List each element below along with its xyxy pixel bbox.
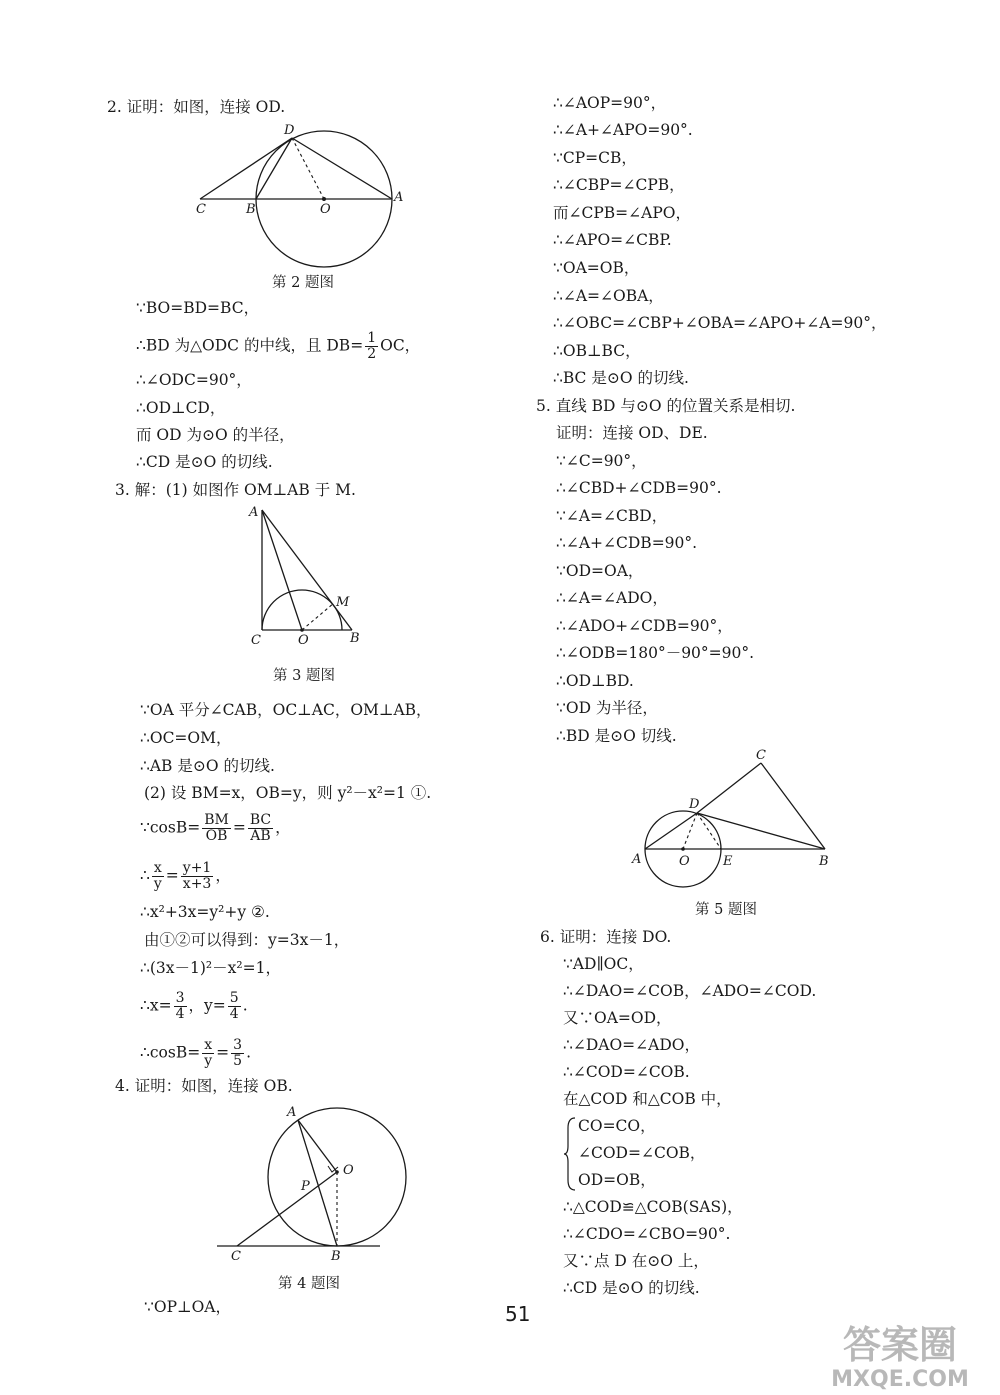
fig5-label-c: C (756, 748, 766, 763)
figure-2-caption: 第 2 题图 (272, 275, 334, 291)
p6-line-10: 又∵点 D 在⊙O 上， (563, 1252, 709, 1270)
p2-line-4: ∴∠ODC=90°， (136, 371, 252, 389)
p6-sys-line-3: OD=OB， (578, 1171, 656, 1189)
p6-sys-line-1: CO=CO， (578, 1117, 656, 1135)
fig2-label-b: B (246, 202, 256, 217)
fig2-label-a: A (394, 190, 404, 205)
p5-line-9: ∴∠ADO+∠CDB=90°， (556, 617, 733, 635)
p6-line-2: ∵AD∥OC， (563, 955, 644, 973)
system-brace (563, 1116, 577, 1192)
p4-cont-line-4: ∴∠CBP=∠CPB， (553, 176, 685, 194)
p4-cont-line-2: ∴∠A+∠APO=90°. (553, 121, 693, 139)
figure-2-diagram (190, 115, 410, 270)
figure-4-diagram (215, 1100, 385, 1268)
page-number: 51 (505, 1302, 531, 1326)
p6-line-4: 又∵OA=OD， (563, 1009, 672, 1027)
figure-3-caption: 第 3 题图 (273, 668, 335, 684)
p5-line-8: ∴∠A=∠ADO， (556, 589, 668, 607)
p6-line-11: ∴CD 是⊙O 的切线. (563, 1279, 700, 1297)
fig2-label-c: C (196, 202, 206, 217)
fig4-label-b: B (331, 1249, 341, 1264)
p5-line-13: ∴BD 是⊙O 切线. (556, 727, 677, 745)
p3-line-7: ∴ $\frac{x}{y}$ = $\frac{y+1}{x+3}$ ， (140, 860, 231, 892)
fig5-label-d: D (689, 797, 700, 812)
figure-3-diagram (240, 500, 370, 648)
p6-line-9: ∴∠CDO=∠CBO=90°. (563, 1225, 731, 1243)
p5-line-3: ∵∠C=90°， (556, 452, 647, 470)
p5-line-7: ∵OD=OA， (556, 562, 644, 580)
fig5-label-a: A (632, 852, 642, 867)
p5-line-6: ∴∠A+∠CDB=90°. (556, 534, 698, 552)
fig3-label-o: O (298, 633, 309, 648)
p3-line-1: 3. 解：(1) 如图作 OM⊥AB 于 M. (115, 481, 356, 499)
p5-line-2: 证明：连接 OD、DE. (556, 424, 708, 442)
watermark-logo (808, 1320, 993, 1392)
figure-5-diagram (625, 745, 840, 890)
p4-line-2: ∵OP⊥OA， (144, 1298, 231, 1316)
p5-line-4: ∴∠CBD+∠CDB=90°. (556, 479, 722, 497)
p5-line-12: ∵OD 为半径， (556, 699, 658, 717)
p4-line-1: 4. 证明：如图，连接 OB. (115, 1077, 293, 1095)
p2-line-2: ∵BO=BD=BC， (136, 299, 260, 317)
p2-line-5: ∴OD⊥CD， (136, 399, 226, 417)
p5-line-5: ∵∠A=∠CBD， (556, 507, 668, 525)
p3-line-6: ∵cosB= $\frac{BM}{OB}$ = $\frac{BC}{AB}$ ， (140, 812, 291, 844)
p6-sys-line-2: ∠COD=∠COB， (578, 1144, 706, 1162)
fig5-label-b: B (819, 854, 829, 869)
p6-line-6: ∴∠COD=∠COB. (563, 1063, 690, 1081)
figure-5-caption: 第 5 题图 (695, 902, 757, 918)
p5-line-1: 5. 直线 BD 与⊙O 的位置关系是相切. (536, 397, 796, 415)
fig4-label-c: C (231, 1249, 241, 1264)
fig2-label-o: O (320, 202, 331, 217)
p3-line-9: 由①②可以得到：y=3x－1， (144, 931, 350, 949)
p4-cont-line-6: ∴∠APO=∠CBP. (553, 231, 672, 249)
p4-cont-line-3: ∵CP=CB， (553, 149, 637, 167)
svg-text:答案圈: 答案圈 (842, 1323, 958, 1367)
p2-line-1: 2. 证明：如图，连接 OD. (107, 98, 286, 116)
p2-line-7: ∴CD 是⊙O 的切线. (136, 453, 273, 471)
p2-line-3: ∴BD 为△ODC 的中线，且 DB= $\frac{1}{2}$ OC， (136, 330, 421, 362)
svg-text:MXQE.COM: MXQE.COM (831, 1367, 969, 1392)
fig4-label-a: A (287, 1105, 297, 1120)
p3-line-12: ∴cosB= $\frac{x}{y}$ = $\frac{3}{5}$ . (140, 1037, 251, 1069)
p6-line-1: 6. 证明：连接 DO. (540, 928, 672, 946)
p3-line-4: ∴AB 是⊙O 的切线. (140, 757, 275, 775)
p4-cont-line-10: ∴OB⊥BC， (553, 342, 641, 360)
p3-line-3: ∴OC=OM， (140, 729, 232, 747)
p3-line-5: (2) 设 BM=x，OB=y，则 y²－x²=1 ①. (144, 784, 432, 802)
fig3-label-b: B (350, 631, 360, 646)
p6-line-3: ∴∠DAO=∠COB，∠ADO=∠COD. (563, 982, 817, 1000)
p4-cont-line-7: ∵OA=OB， (553, 259, 640, 277)
p3-line-8: ∴x²+3x=y²+y ②. (140, 903, 270, 921)
p6-line-8: ∴△COD≌△COB(SAS)， (563, 1198, 743, 1216)
p4-cont-line-11: ∴BC 是⊙O 的切线. (553, 369, 689, 387)
fig3-label-a: A (249, 505, 259, 520)
p2-line-6: 而 OD 为⊙O 的半径， (136, 426, 295, 444)
p4-cont-line-5: 而∠CPB=∠APO， (553, 204, 691, 222)
p3-line-2: ∵OA 平分∠CAB，OC⊥AC，OM⊥AB， (140, 701, 432, 719)
p6-line-7: 在△COD 和△COB 中， (563, 1090, 732, 1108)
p5-line-11: ∴OD⊥BD. (556, 672, 634, 690)
p3-line-10: ∴(3x－1)²－x²=1， (140, 959, 281, 977)
p4-cont-line-8: ∴∠A=∠OBA， (553, 287, 664, 305)
figure-4-caption: 第 4 题图 (278, 1276, 340, 1292)
p5-line-10: ∴∠ODB=180°－90°=90°. (556, 644, 755, 662)
fig4-label-p: P (301, 1179, 310, 1194)
p6-line-5: ∴∠DAO=∠ADO， (563, 1036, 700, 1054)
p4-cont-line-9: ∴∠OBC=∠CBP+∠OBA=∠APO+∠A=90°， (553, 314, 887, 332)
fig5-label-o: O (679, 854, 690, 869)
p3-line-11: ∴x= $\frac{3}{4}$ ，y= $\frac{5}{4}$ . (140, 990, 248, 1022)
fig5-label-e: E (723, 854, 733, 869)
fig2-label-d: D (284, 123, 295, 138)
fig4-label-o: O (343, 1163, 354, 1178)
fig3-label-m: M (336, 595, 350, 610)
fig3-label-c: C (251, 633, 261, 648)
p4-cont-line-1: ∴∠AOP=90°， (553, 94, 667, 112)
